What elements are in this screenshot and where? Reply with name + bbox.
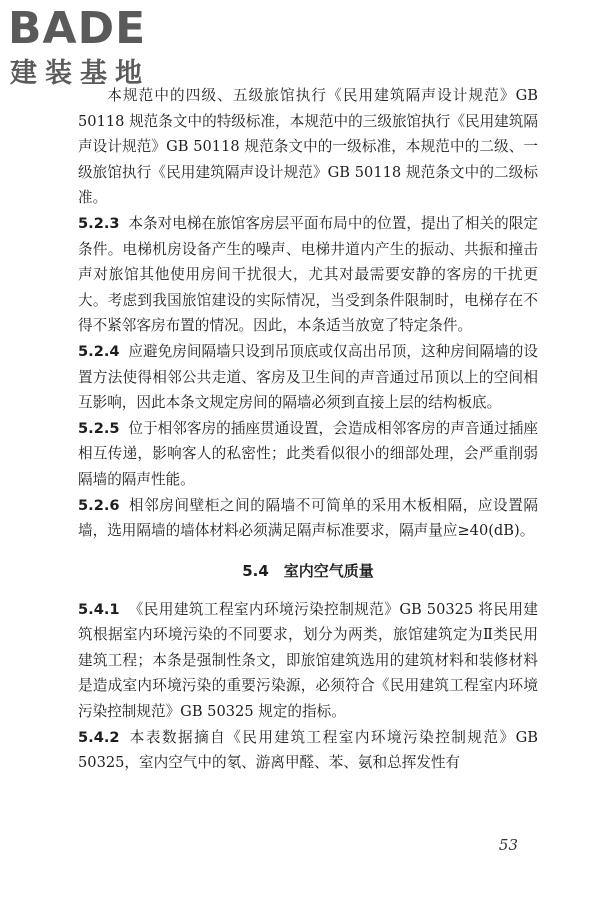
logo-brand-text: BADE	[8, 3, 147, 54]
clause-5-4-1	[78, 597, 538, 725]
page-number: 53	[498, 836, 518, 854]
document-body	[78, 83, 538, 776]
clause-number: 5.2.6	[78, 496, 120, 514]
clause-number: 5.2.3	[78, 214, 120, 232]
section-heading	[78, 560, 538, 582]
logo-subtitle: 建装基地	[10, 58, 150, 89]
clause-number: 5.2.5	[78, 419, 120, 437]
clause-number: 5.4.1	[78, 600, 120, 618]
clause-5-2-5	[78, 416, 538, 493]
section-title-text: 室内空气质量	[283, 561, 374, 580]
clause-text: 相邻房间壁柜之间的隔墙不可简单的采用木板相隔，应设置隔墙，选用隔墙的墙体材料必须满足隔声标准要求，隔声量应≥40(dB)。	[78, 496, 538, 540]
brand-logo	[8, 4, 188, 92]
clause-number: 5.2.4	[78, 342, 120, 360]
paragraph-intro: 本规范中的四级、五级旅馆执行《民用建筑隔声设计规范》GB 50118 规范条文中的特级标准，本规范中的三级旅馆执行《民用建筑隔声设计规范》GB 50118 规范条文中的一级标准，本规范中的二级、一级旅馆执行《民用建筑隔声设计规范》GB 50118 规范条文中的二级标准。	[78, 87, 538, 207]
clause-5-4-2	[78, 725, 538, 776]
clause-text: 位于相邻客房的插座贯通设置，会造成相邻客房的声音通过插座相互传递，影响客人的私密性；此类看似很小的细部处理，会严重削弱隔墙的隔声性能。	[78, 419, 538, 488]
section-number: 5.4	[242, 561, 269, 580]
clause-number: 5.4.2	[78, 728, 120, 746]
clause-5-2-3	[78, 211, 538, 339]
clause-text: 《民用建筑工程室内环境污染控制规范》GB 50325 将民用建筑根据室内环境污染的不同要求，划分为两类，旅馆建筑定为Ⅱ类民用建筑工程；本条是强制性条文，即旅馆建筑选用的建筑材料和装修材料是造成室内环境污染的重要污染源，必须符合《民用建筑工程室内环境污染控制规范》GB 50325 规定的指标。	[78, 600, 538, 721]
clause-5-2-4	[78, 339, 538, 416]
clause-text: 本条对电梯在旅馆客房层平面布局中的位置，提出了相关的限定条件。电梯机房设备产生的噪声、电梯井道内产生的振动、共振和撞击声对旅馆其他使用房间干扰很大，尤其对最需要安静的客房的干扰更大。考虑到我国旅馆建设的实际情况，当受到条件限制时，电梯存在不得不紧邻客房布置的情况。因此，本条适当放宽了特定条件。	[78, 214, 538, 335]
clause-text: 本表数据摘自《民用建筑工程室内环境污染控制规范》GB 50325，室内空气中的氡、游离甲醛、苯、氨和总挥发性有	[78, 728, 538, 772]
clause-text: 应避免房间隔墙只设到吊顶底或仅高出吊顶，这种房间隔墙的设置方法使得相邻公共走道、客房及卫生间的声音通过吊顶以上的空间相互影响，因此本条文规定房间的隔墙必须到直接上层的结构板底。	[78, 342, 538, 412]
clause-5-2-6	[78, 493, 538, 544]
